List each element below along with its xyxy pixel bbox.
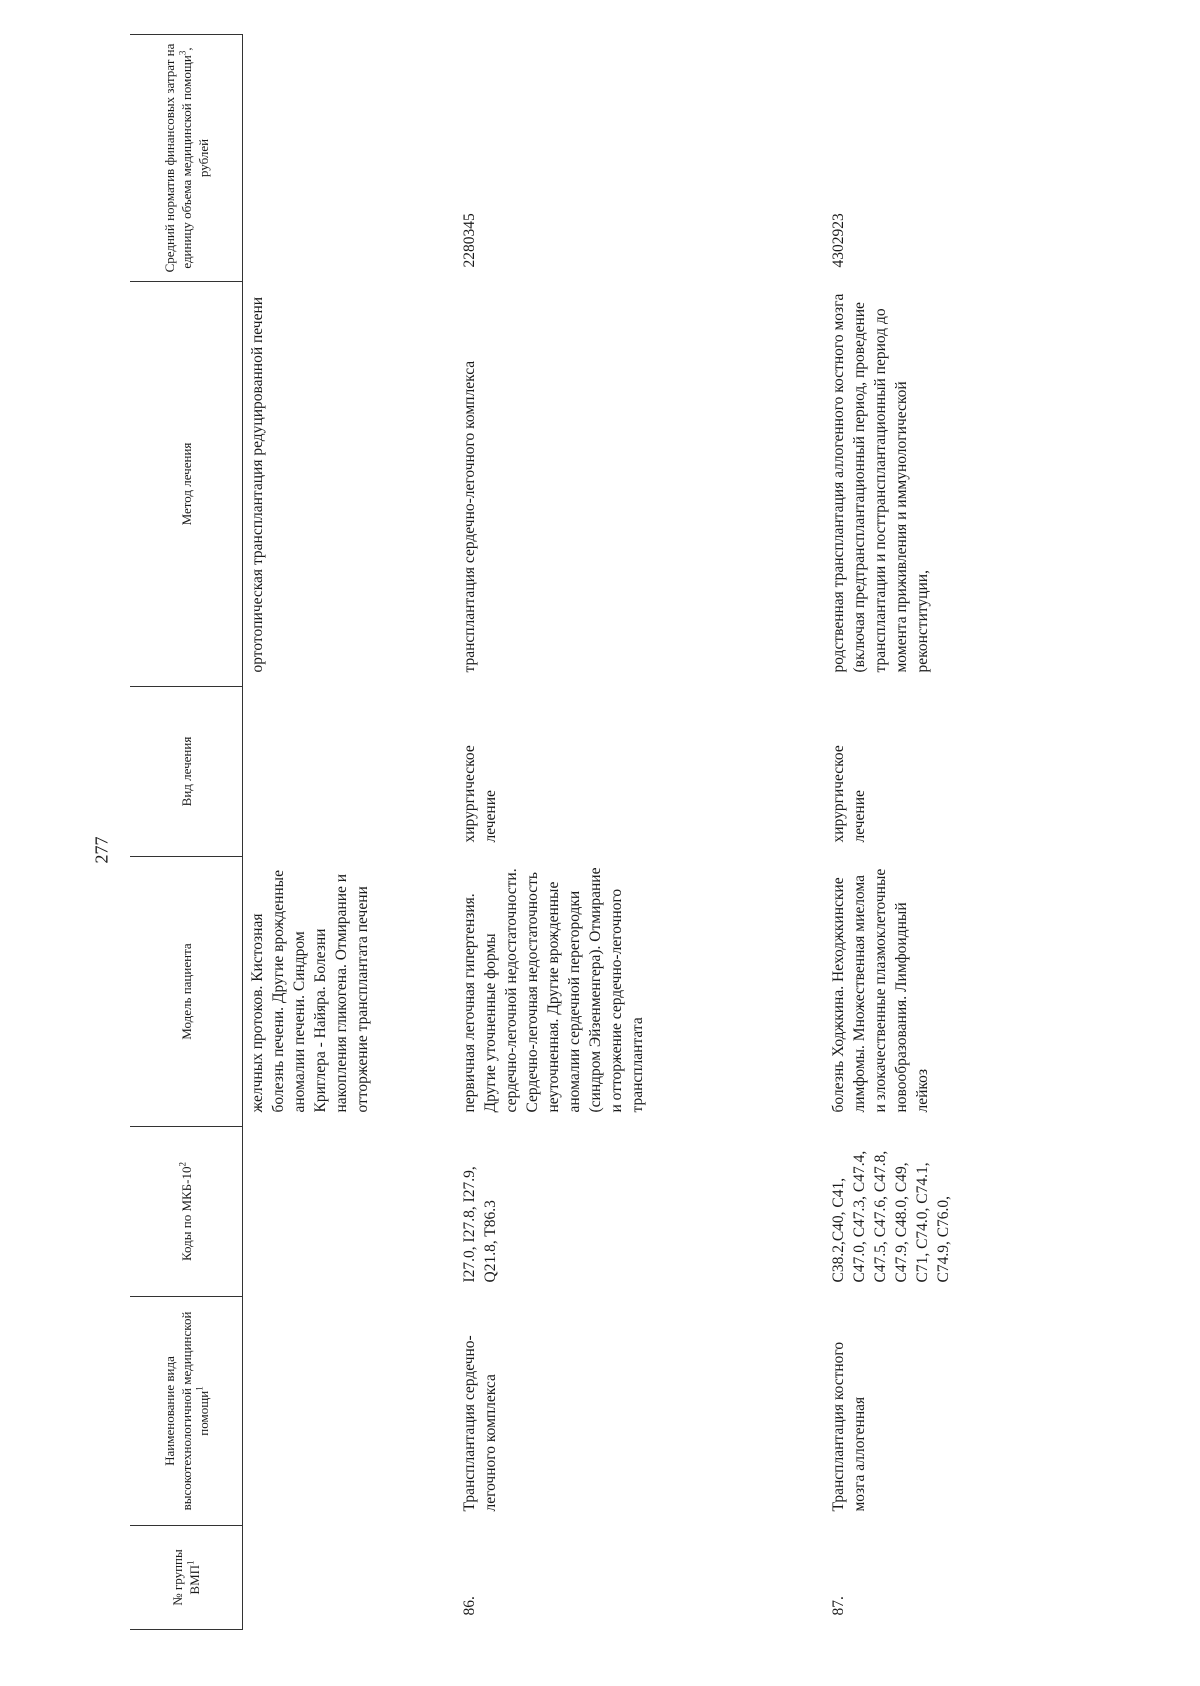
cell-group: 86.: [461, 1596, 478, 1616]
header-treatment-type: Вид лечения: [130, 687, 243, 857]
table-row-continuation: [243, 35, 438, 1630]
vmp-table: [130, 34, 1200, 1630]
cell-codes: C38.2,C40, C41, C47.0, C47.3, C47.4, C47.5, C47.6, C47.8, C47.9, C48.0, C49, C71, C74.0, C74.1, C74.9, C76.0,: [830, 1150, 952, 1283]
table-row-87: [804, 35, 1200, 1630]
cell-name: Трансплантация сердечно-легочного комплекса: [461, 1335, 499, 1512]
header-icd-codes: Коды по МКБ-$10^2$: [130, 1127, 243, 1297]
header-cost-norm: Средний норматив финансовых затрат на единицу объема медицинской помощи$^3$, рублей: [130, 35, 243, 282]
table-header-row: [130, 35, 243, 1630]
page-number: 277: [91, 836, 112, 864]
cell-method: родственная трансплантация аллогенного костного мозга (включая предтрансплантационный период, проведение трансплантации и посттрансплантационный период до момента приживления и иммунологической реконституции,: [830, 293, 931, 673]
cell-codes: [243, 1127, 438, 1297]
cell-cost: [243, 35, 438, 282]
cell-codes: I27.0, I27.8, I27.9, Q21.8, T86.3: [461, 1166, 499, 1283]
cell-method: трансплантация сердечно-легочного комплекса: [461, 360, 478, 673]
cell-cost: 2280345: [461, 213, 478, 268]
header-treatment-method: Метод лечения: [130, 282, 243, 687]
table-row-86: [437, 35, 804, 1630]
cell-group: [243, 1526, 438, 1630]
cell-type: хирургическое лечение: [830, 745, 868, 843]
cell-model: болезнь Ходжкина. Неходжкинские лимфомы. Множественная миелома и злокачественные плазмоклеточные новообразования. Лимфоидный лейкоз: [830, 868, 931, 1113]
header-vmp-name: Наименование вида высокотехнологичной медицинской помощи$^1$: [130, 1297, 243, 1526]
header-group-number: № группы ВМП$^1$: [130, 1526, 243, 1630]
header-patient-model: Модель пациента: [130, 857, 243, 1127]
cell-type: [243, 687, 438, 857]
cell-model: желчных протоков. Кистозная болезнь печени. Другие врожденные аномалии печени. Синдром Криглера - Найяра. Болезни накопления гликогена. Отмирание и отторжение трансплантата печени: [249, 870, 371, 1113]
cell-name: [243, 1297, 438, 1526]
cell-group: 87.: [830, 1596, 847, 1616]
cell-name: Трансплантация костного мозга аллогенная: [830, 1341, 868, 1512]
cell-cost: 4302923: [830, 213, 847, 268]
cell-type: хирургическое лечение: [461, 745, 499, 843]
cell-method: ортотопическая трансплантация редуцированной печени: [249, 296, 266, 673]
rotated-document: [130, 35, 1200, 1630]
cell-model: первичная легочная гипертензия. Другие уточненные формы сердечно-легочной недостаточности. Сердечно-легочная недостаточность неуточненная. Другие врожденные аномалии сердечной перегородки (синдром Эйзенменгера). Отмирание и отторжение сердечно-легочного трансплантата: [461, 867, 646, 1113]
